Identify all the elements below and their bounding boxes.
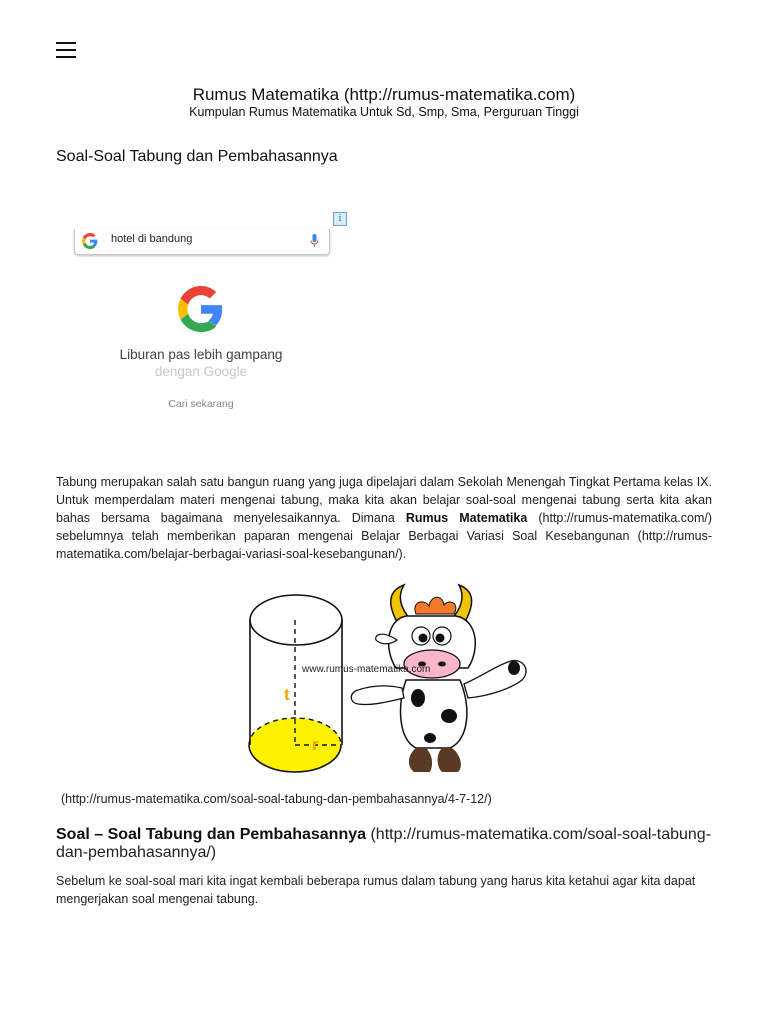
google-logo-icon	[82, 233, 98, 249]
label-t: t	[284, 685, 290, 704]
section-heading-link[interactable]: (http://rumus-matematika.com/soal-soal-tabung-dan-pembahasannya/)	[56, 826, 712, 861]
intro-text-before: Tabung merupakan salah satu bangun ruang yang juga dipelajari dalam Sekolah Menengah Tingkat Pertama kelas IX. Untuk memperdalam materi mengenai tabung, maka kita akan belajar soal-soal mengenai tabung serta kita akan bahas bersama bagaimana menyelesaikannya. Dimana	[56, 475, 712, 525]
intro-paragraph	[56, 473, 712, 563]
ad-search-query: hotel di bandung	[111, 233, 193, 245]
label-r: r	[312, 735, 319, 754]
ad-subline: dengan Google	[154, 364, 248, 379]
ad-info-icon[interactable]: i	[333, 212, 347, 226]
intro-text-after: (http://rumus-matematika.com/) sebelumnya telah memberikan paparan mengenai Belajar Berbagai Variasi Soal Kesebangunan (http://rumus-matematika.com/belajar-berbagai-variasi-soal-kesebangunan/).	[56, 511, 712, 561]
site-subtitle: Kumpulan Rumus Matematika Untuk Sd, Smp, Sma, Perguruan Tinggi	[189, 105, 579, 119]
google-ad[interactable]	[56, 208, 350, 428]
hamburger-menu-icon[interactable]	[56, 42, 76, 60]
cylinder-cow-illustration	[246, 580, 532, 776]
rumus-matematika-link[interactable]: Rumus Matematika	[405, 511, 528, 525]
section-heading	[56, 826, 716, 862]
section-paragraph: Sebelum ke soal-soal mari kita ingat kembali beberapa rumus dalam tabung yang harus kita ketahui agar kita dapat mengerjakan soal mengenai tabung.	[56, 874, 696, 906]
cow-mascot	[351, 585, 526, 772]
watermark-text: www.rumus-matematika.com	[302, 664, 431, 675]
microphone-icon[interactable]	[310, 234, 319, 248]
page-title: Soal-Soal Tabung dan Pembahasannya	[56, 148, 338, 165]
ad-cta-link[interactable]: Cari sekarang	[168, 398, 234, 410]
google-g-logo-icon	[178, 286, 224, 332]
section-heading-title: Soal – Soal Tabung dan Pembahasannya	[56, 826, 367, 843]
image-source-link[interactable]: (http://rumus-matematika.com/soal-soal-tabung-dan-pembahasannya/4-7-12/)	[61, 792, 492, 806]
ad-search-box[interactable]	[74, 229, 330, 255]
ad-headline: Liburan pas lebih gampang	[119, 347, 283, 362]
cylinder-diagram	[249, 595, 342, 772]
site-title-link[interactable]: Rumus Matematika (http://rumus-matematika.com)	[192, 85, 576, 104]
